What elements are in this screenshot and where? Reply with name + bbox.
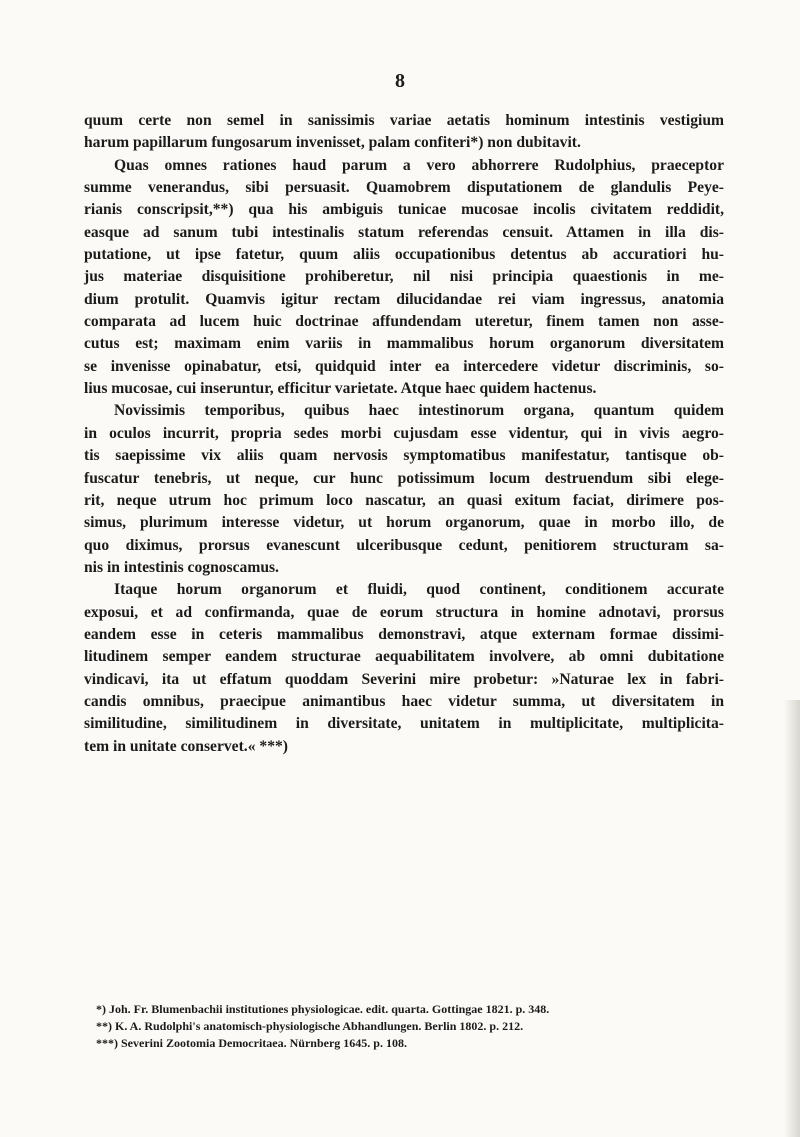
body-text: [84, 110, 724, 758]
text-line: fuscatur tenebris, ut neque, cur hunc potissimum locum destruendum sibi elege-: [84, 469, 724, 487]
text-line: lius mucosae, cui inseruntur, efficitur varietate. Atque haec quidem hactenus.: [84, 380, 597, 398]
text-line: exposui, et ad confirmanda, quae de eorum structura in homine adnotavi, prorsus: [84, 603, 724, 621]
text-line: cutus est; maximam enim variis in mammalibus horum organorum diversitatem: [84, 335, 724, 353]
footnote: **) K. A. Rudolphi's anatomisch-physiologische Abhandlungen. Berlin 1802. p. 212.: [96, 1019, 524, 1033]
text-line: putatione, ut ipse fatetur, quum aliis occupationibus detentus ab accuratiori hu-: [84, 246, 724, 264]
text-line: se invenisse opinabatur, etsi, quidquid inter ea intercedere videtur discriminis, so-: [84, 357, 724, 375]
text-line: harum papillarum fungosarum invenisset, palam confiteri*) non dubitavit.: [84, 134, 581, 152]
page-edge-shadow: [784, 700, 800, 1137]
text-line: summe venerandus, sibi persuasit. Quamobrem disputationem de glandulis Peye-: [84, 179, 724, 197]
text-line: quo diximus, prorsus evanescunt ulceribusque cedunt, penitiorem structuram sa-: [84, 536, 724, 554]
text-line: similitudine, similitudinem in diversitate, unitatem in multiplicitate, multiplicita-: [84, 715, 724, 733]
text-line: tis saepissime vix aliis quam nervosis symptomatibus manifestatur, tantisque ob-: [84, 447, 724, 465]
text-line: nis in intestinis cognoscamus.: [84, 558, 279, 576]
text-line: vindicavi, ita ut effatum quoddam Severini mire probetur: »Naturae lex in fabri-: [84, 670, 724, 688]
text-line: easque ad sanum tubi intestinalis statum referendas censuit. Attamen in illa dis-: [84, 223, 724, 241]
text-line: candis omnibus, praecipue animantibus haec videtur summa, ut diversitatem in: [84, 692, 724, 710]
footnote: ***) Severini Zootomia Democritaea. Nürnberg 1645. p. 108.: [96, 1036, 407, 1050]
text-line: simus, plurimum interesse videtur, ut horum organorum, quae in morbo illo, de: [84, 514, 724, 532]
text-line: Novissimis temporibus, quibus haec intestinorum organa, quantum quidem: [114, 402, 724, 420]
text-line: quum certe non semel in sanissimis variae aetatis hominum intestinis vestigium: [84, 112, 724, 129]
text-line: comparata ad lucem huic doctrinae affundendam uteretur, finem tamen non asse-: [84, 313, 724, 331]
text-line: rit, neque utrum hoc primum loco nascatur, an quasi exitum faciat, dirimere pos-: [84, 491, 724, 509]
text-line: Itaque horum organorum et fluidi, quod continent, conditionem accurate: [114, 581, 724, 599]
page-number: 8: [395, 70, 405, 92]
footnotes: [84, 1001, 724, 1052]
text-line: rianis conscripsit,**) qua his ambiguis tunicae mucosae incolis civitatem reddidit,: [84, 201, 724, 219]
text-line: Quas omnes rationes haud parum a vero abhorrere Rudolphius, praeceptor: [114, 156, 724, 174]
text-line: dium protulit. Quamvis igitur rectam dilucidandae rei viam ingressus, anatomia: [84, 290, 724, 308]
text-line: tem in unitate conservet.« ***): [84, 737, 288, 755]
text-line: in oculos incurrit, propria sedes morbi cujusdam esse videntur, qui in vivis aegro-: [84, 424, 724, 442]
text-line: eandem esse in ceteris mammalibus demonstravi, atque externam formae dissimi-: [84, 625, 724, 643]
text-line: jus materiae disquisitione prohiberetur, nil nisi principia quaestionis in me-: [84, 268, 724, 286]
text-line: litudinem semper eandem structurae aequabilitatem involvere, ab omni dubitatione: [84, 648, 724, 666]
footnote: *) Joh. Fr. Blumenbachii institutiones physiologicae. edit. quarta. Gottingae 1821. p. 348.: [96, 1002, 550, 1016]
